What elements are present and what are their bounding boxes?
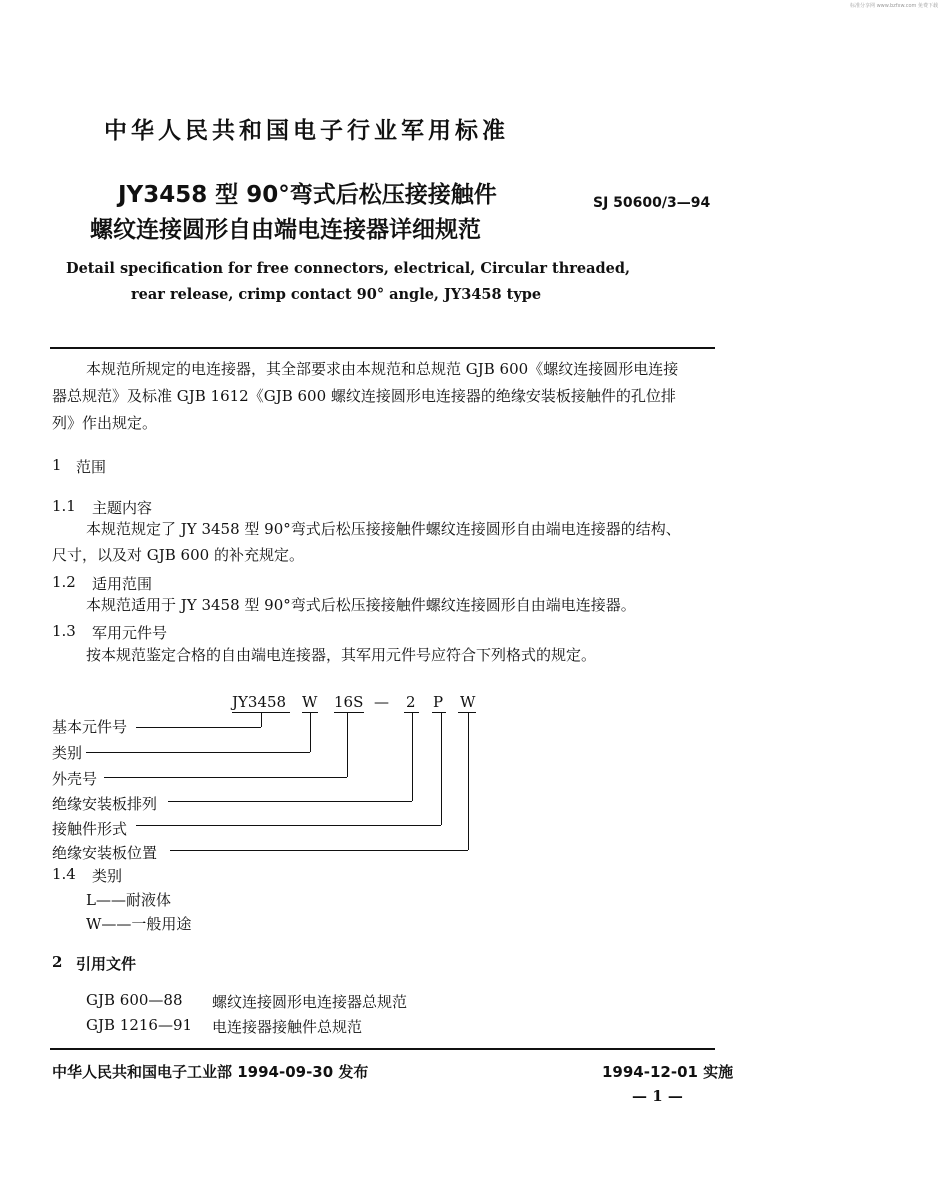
class-item-w: W——一般用途: [86, 915, 192, 933]
intro-line-2: 器总规范》及标准 GJB 1612《GJB 600 螺纹连接圆形电连接器的绝缘安装板接触件的孔位排: [52, 387, 676, 405]
title-cn-line-2: 螺纹连接圆形自由端电连接器详细规范: [90, 217, 481, 243]
leader-insert: [168, 801, 412, 802]
drop-contact: [441, 712, 442, 825]
drop-class: [310, 712, 311, 752]
code-insert-arrangement: 2: [406, 693, 416, 711]
intro-line-1: 本规范所规定的电连接器，其全部要求由本规范和总规范 GJB 600《螺纹连接圆形电连接: [86, 360, 679, 378]
issuing-org-title: 中华人民共和国电子行业军用标准: [104, 118, 509, 144]
section-2-title: 引用文件: [76, 955, 137, 973]
code-insert-position: W: [460, 693, 476, 711]
title-en-line-1: Detail specification for free connectors, electrical, Circular threaded,: [66, 260, 631, 277]
effective-date: 1994-12-01 实施: [602, 1063, 734, 1081]
section-1-1-title: 主题内容: [92, 499, 153, 517]
underline-shell: [334, 712, 364, 713]
section-1-3-body: 按本规范鉴定合格的自由端电连接器，其军用元件号应符合下列格式的规定。: [86, 646, 597, 664]
issued-date: 中华人民共和国电子工业部 1994-09-30 发布: [52, 1063, 369, 1081]
drop-base: [261, 712, 262, 727]
leader-position: [170, 850, 468, 851]
section-1-1-body-line-1: 本规范规定了 JY 3458 型 90°弯式后松压接接触件螺纹连接圆形自由端电连接器的结构、: [86, 520, 681, 538]
section-1-2-title: 适用范围: [92, 575, 153, 593]
section-1-2-body: 本规范适用于 JY 3458 型 90°弯式后松压接接触件螺纹连接圆形自由端电连接器。: [86, 596, 636, 614]
section-1-number: 1: [52, 456, 62, 474]
label-base-part-number: 基本元件号: [52, 718, 128, 736]
section-1-2-number: 1.2: [52, 573, 76, 591]
section-1-3-title: 军用元件号: [92, 624, 168, 642]
label-class: 类别: [52, 744, 83, 762]
reference-title-1: 螺纹连接圆形电连接器总规范: [212, 993, 408, 1011]
code-separator: —: [374, 693, 389, 711]
intro-line-3: 列》作出规定。: [52, 414, 158, 432]
leader-class: [86, 752, 310, 753]
class-item-l: L——耐液体: [86, 891, 171, 909]
watermark: 标准分享网 www.bzfxw.com 免费下载: [850, 3, 938, 9]
section-1-4-number: 1.4: [52, 865, 76, 883]
section-1-3-number: 1.3: [52, 622, 76, 640]
drop-shell: [347, 712, 348, 777]
underline-position: [458, 712, 476, 713]
top-rule: [50, 347, 715, 349]
code-class: W: [302, 693, 318, 711]
underline-contact: [432, 712, 446, 713]
code-base: JY3458: [232, 693, 287, 711]
title-en-line-2: rear release, crimp contact 90° angle, JY3458 type: [131, 286, 542, 303]
section-2-number: 2: [52, 953, 63, 971]
leader-base: [136, 727, 261, 728]
reference-title-2: 电连接器接触件总规范: [212, 1018, 363, 1036]
reference-code-1: GJB 600—88: [86, 991, 183, 1009]
label-contact-style: 接触件形式: [52, 820, 128, 838]
leader-shell: [104, 777, 347, 778]
section-1-1-body-line-2: 尺寸，以及对 GJB 600 的补充规定。: [52, 546, 304, 564]
page-number: — 1 —: [632, 1087, 683, 1105]
title-cn-line-1: JY3458 型 90°弯式后松压接接触件: [118, 182, 497, 208]
drop-insert: [412, 712, 413, 801]
leader-contact: [136, 825, 441, 826]
section-1-4-title: 类别: [92, 867, 123, 885]
label-insert-position: 绝缘安装板位置: [52, 844, 158, 862]
drop-position: [468, 712, 469, 850]
label-shell-size: 外壳号: [52, 770, 98, 788]
code-shell: 16S: [334, 693, 364, 711]
bottom-rule: [50, 1048, 715, 1050]
section-1-title: 范围: [76, 458, 107, 476]
standard-number: SJ 50600/3—94: [593, 195, 711, 211]
label-insert-arrangement: 绝缘安装板排列: [52, 795, 158, 813]
reference-code-2: GJB 1216—91: [86, 1016, 193, 1034]
code-contact-style: P: [433, 693, 444, 711]
section-1-1-number: 1.1: [52, 497, 76, 515]
